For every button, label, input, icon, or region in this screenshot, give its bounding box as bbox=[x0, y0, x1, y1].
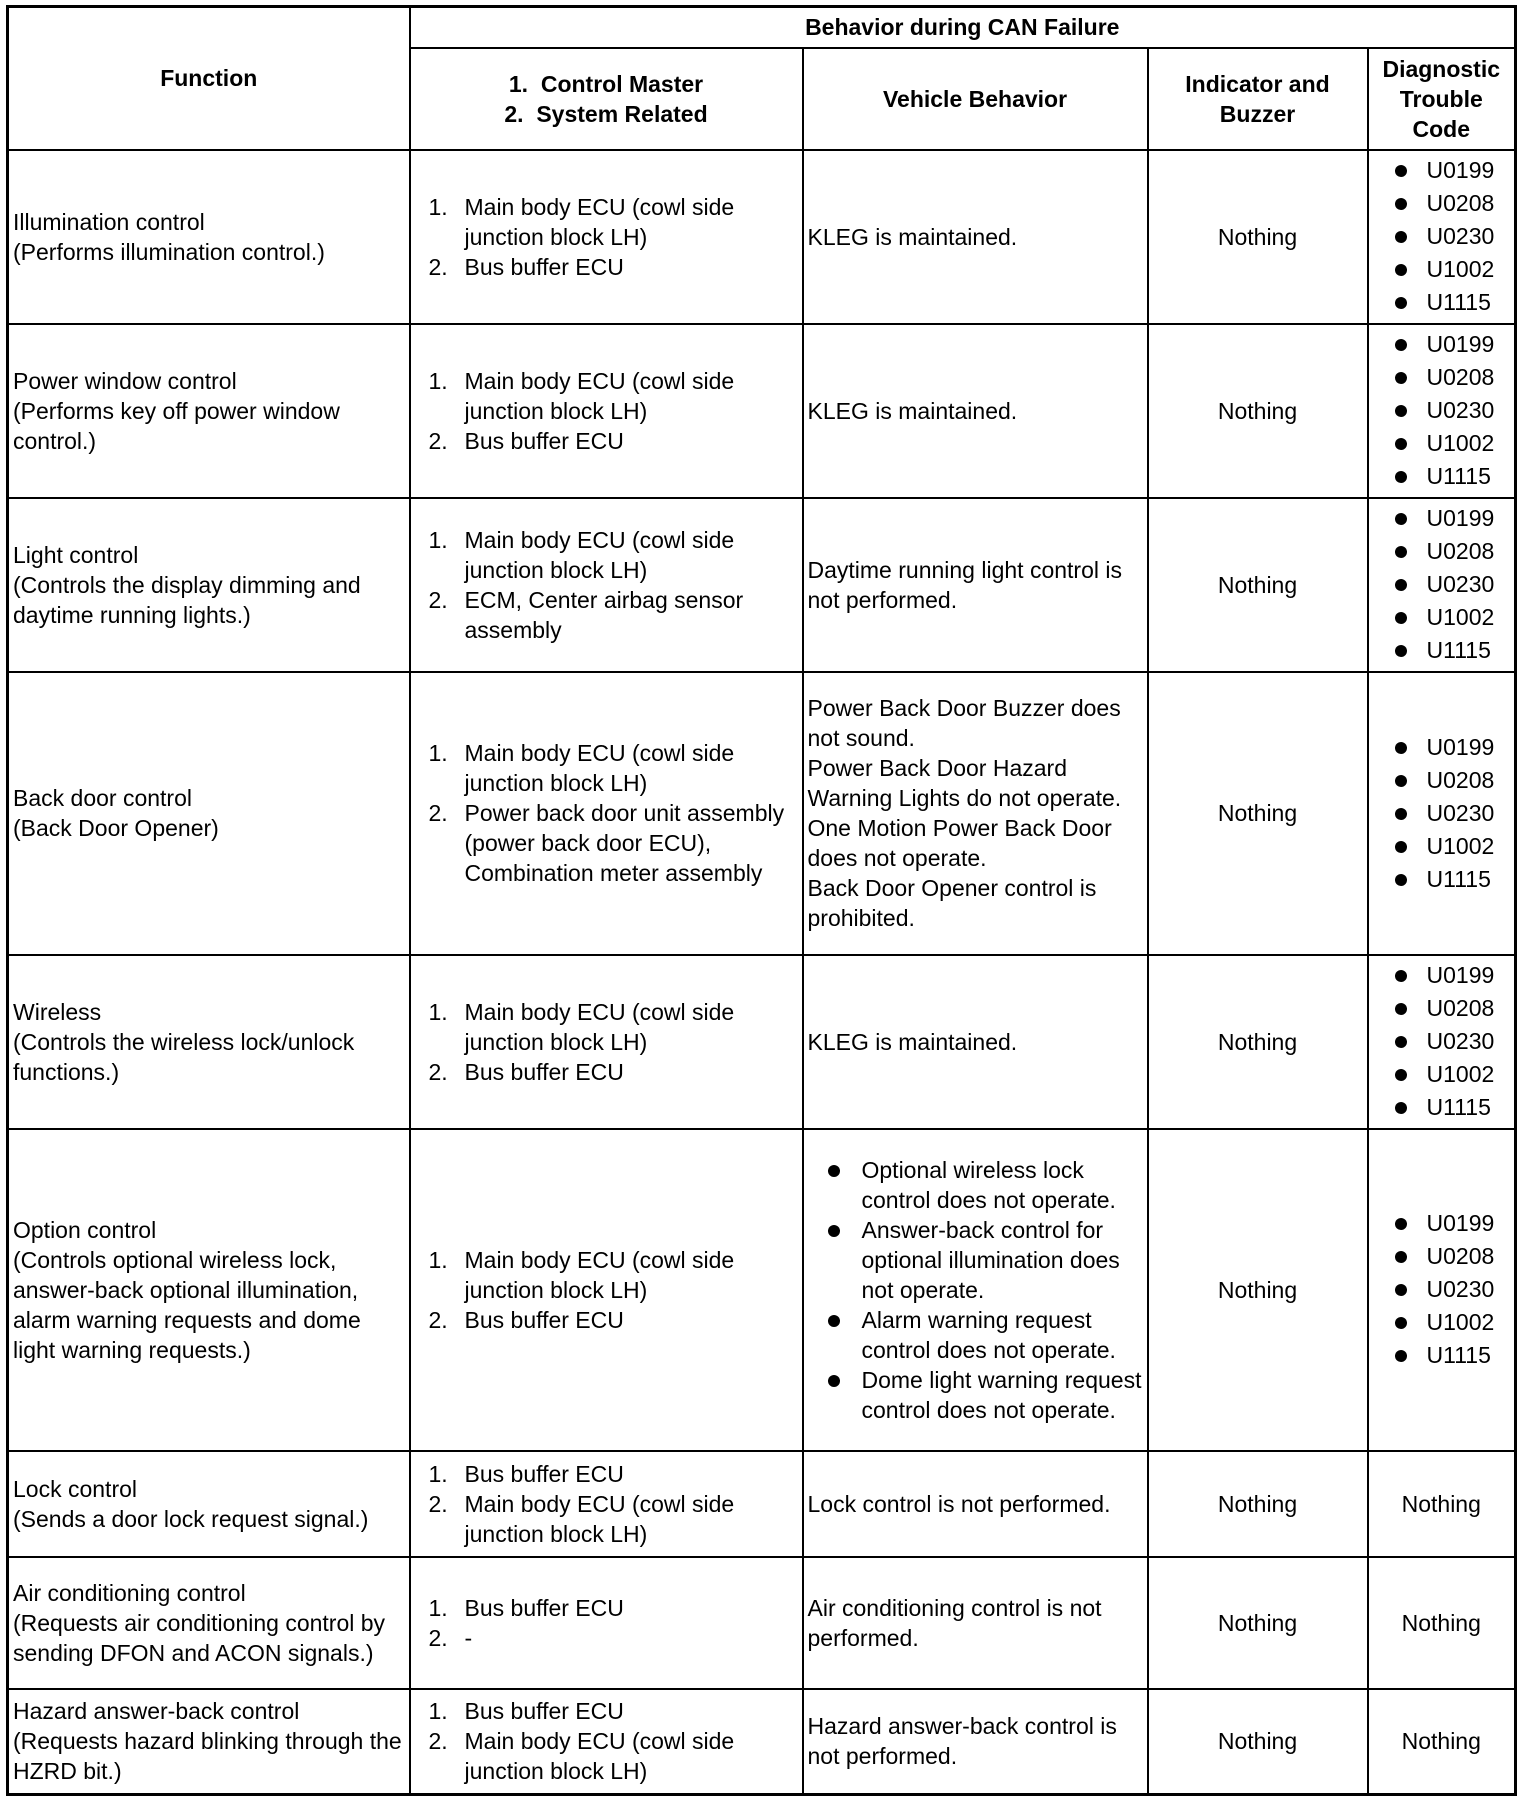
dtc-item: U0199 bbox=[1383, 328, 1511, 361]
dtc-item: U1115 bbox=[1383, 1339, 1511, 1372]
indicator-buzzer-cell: Nothing bbox=[1148, 1689, 1368, 1795]
vehicle-behavior-text: Daytime running light control is not performed. bbox=[807, 556, 1122, 613]
header-control-master: 1. Control Master 2. System Related bbox=[410, 48, 803, 150]
dtc-item: U1115 bbox=[1383, 460, 1511, 493]
bullet-icon bbox=[1395, 405, 1407, 417]
dtc-item: U0230 bbox=[1383, 568, 1511, 601]
bullet-icon bbox=[1395, 579, 1407, 591]
indicator-buzzer-cell: Nothing bbox=[1148, 498, 1368, 672]
dtc-item: U0208 bbox=[1383, 1240, 1511, 1273]
dtc-cell: Nothing bbox=[1368, 1451, 1516, 1557]
function-name: Hazard answer-back control bbox=[13, 1698, 300, 1725]
control-master-item: 1. Main body ECU (cowl side junction block LH) bbox=[428, 526, 735, 583]
function-description: (Performs key off power window control.) bbox=[13, 397, 340, 454]
header-dtc: Diagnostic Trouble Code bbox=[1368, 48, 1516, 150]
vehicle-behavior-cell bbox=[803, 1689, 1148, 1795]
header-vehicle-behavior: Vehicle Behavior bbox=[803, 48, 1148, 150]
dtc-list bbox=[1373, 959, 1511, 1124]
table-row bbox=[8, 955, 1516, 1129]
bullet-icon bbox=[1395, 970, 1407, 982]
bullet-icon bbox=[1395, 808, 1407, 820]
bullet-icon bbox=[1395, 1069, 1407, 1081]
can-failure-table-page bbox=[6, 5, 1514, 1796]
control-master-list bbox=[415, 525, 798, 645]
vehicle-behavior-text: KLEG is maintained. bbox=[807, 397, 1018, 424]
function-cell bbox=[8, 1129, 410, 1451]
table-row bbox=[8, 672, 1516, 955]
dtc-cell: Nothing bbox=[1368, 1689, 1516, 1795]
function-name: Power window control bbox=[13, 367, 237, 394]
vehicle-behavior-text: KLEG is maintained. bbox=[807, 223, 1018, 250]
function-description: (Controls the wireless lock/unlock functions.) bbox=[13, 1028, 355, 1085]
function-name: Option control bbox=[13, 1216, 157, 1243]
table-row bbox=[8, 1557, 1516, 1689]
vehicle-behavior-text: One Motion Power Back Door does not operate. bbox=[807, 815, 1112, 871]
control-master-item: 1. Main body ECU (cowl side junction block LH) bbox=[428, 740, 735, 796]
bullet-icon bbox=[1395, 1350, 1407, 1362]
bullet-icon bbox=[1395, 165, 1407, 177]
vehicle-behavior-cell bbox=[803, 498, 1148, 672]
dtc-item: U0208 bbox=[1383, 361, 1511, 394]
control-master-list bbox=[415, 366, 798, 456]
dtc-item: U0230 bbox=[1383, 220, 1511, 253]
control-master-item: 2. Main body ECU (cowl side junction block LH) bbox=[428, 1728, 735, 1785]
vehicle-behavior-cell bbox=[803, 1129, 1148, 1451]
bullet-icon bbox=[1395, 1317, 1407, 1329]
vehicle-behavior-text: KLEG is maintained. bbox=[807, 1028, 1018, 1055]
vehicle-behavior-text: Power Back Door Hazard Warning Lights do not operate. bbox=[807, 755, 1122, 811]
function-cell bbox=[8, 1451, 410, 1557]
indicator-buzzer-cell: Nothing bbox=[1148, 150, 1368, 324]
control-master-item: 1. Bus buffer ECU bbox=[428, 1698, 624, 1725]
control-master-list bbox=[415, 1245, 798, 1335]
function-name: Illumination control bbox=[13, 208, 205, 235]
vehicle-behavior-cell bbox=[803, 1451, 1148, 1557]
control-master-item: 2. ECM, Center airbag sensor assembly bbox=[428, 586, 744, 643]
control-master-item: 1. Main body ECU (cowl side junction block LH) bbox=[428, 1246, 735, 1303]
function-cell bbox=[8, 324, 410, 498]
bullet-icon bbox=[1395, 513, 1407, 525]
control-master-list bbox=[415, 192, 798, 282]
control-master-item: 1. Bus buffer ECU bbox=[428, 1594, 624, 1621]
indicator-buzzer-cell: Nothing bbox=[1148, 324, 1368, 498]
dtc-cell bbox=[1368, 150, 1516, 324]
bullet-icon bbox=[1395, 546, 1407, 558]
bullet-icon bbox=[1395, 742, 1407, 754]
vehicle-behavior-cell bbox=[803, 150, 1148, 324]
vehicle-behavior-cell bbox=[803, 672, 1148, 955]
table-row bbox=[8, 150, 1516, 324]
dtc-list bbox=[1373, 1207, 1511, 1372]
bullet-icon bbox=[1395, 1218, 1407, 1230]
header-indicator-buzzer: Indicator and Buzzer bbox=[1148, 48, 1368, 150]
vehicle-behavior-list bbox=[808, 1155, 1143, 1425]
function-cell bbox=[8, 1689, 410, 1795]
bullet-icon bbox=[1395, 874, 1407, 886]
indicator-buzzer-cell: Nothing bbox=[1148, 1129, 1368, 1451]
function-name: Light control bbox=[13, 541, 139, 568]
control-master-item: 1. Main body ECU (cowl side junction block LH) bbox=[428, 367, 735, 424]
bullet-icon bbox=[1395, 1036, 1407, 1048]
dtc-item: U0199 bbox=[1383, 731, 1511, 764]
control-master-item: 1. Bus buffer ECU bbox=[428, 1460, 624, 1487]
function-description: (Requests hazard blinking through the HZRD bit.) bbox=[13, 1728, 402, 1785]
vehicle-behavior-text: Hazard answer-back control is not performed. bbox=[807, 1713, 1117, 1770]
control-master-list bbox=[415, 1696, 798, 1786]
dtc-list bbox=[1373, 502, 1511, 667]
table-row bbox=[8, 498, 1516, 672]
header-behavior-group: Behavior during CAN Failure bbox=[410, 7, 1516, 48]
indicator-buzzer-cell: Nothing bbox=[1148, 672, 1368, 955]
control-master-cell bbox=[410, 1557, 803, 1689]
vehicle-behavior-item: Answer-back control for optional illumination does not operate. bbox=[818, 1215, 1143, 1305]
dtc-item: U0208 bbox=[1383, 764, 1511, 797]
function-description: (Controls optional wireless lock, answer-back optional illumination, alarm warning requests and dome light warning requests.) bbox=[13, 1246, 361, 1363]
dtc-cell bbox=[1368, 672, 1516, 955]
dtc-item: U1002 bbox=[1383, 830, 1511, 863]
function-name: Back door control bbox=[13, 785, 192, 811]
function-description: (Sends a door lock request signal.) bbox=[13, 1505, 369, 1532]
table-row bbox=[8, 1451, 1516, 1557]
control-master-cell bbox=[410, 955, 803, 1129]
dtc-list bbox=[1373, 328, 1511, 493]
control-master-list bbox=[415, 1593, 798, 1653]
vehicle-behavior-text: Back Door Opener control is prohibited. bbox=[807, 875, 1097, 931]
dtc-item: U0199 bbox=[1383, 154, 1511, 187]
control-master-item: 1. Main body ECU (cowl side junction block LH) bbox=[428, 193, 735, 250]
function-name: Air conditioning control bbox=[13, 1579, 246, 1606]
function-description: (Back Door Opener) bbox=[13, 815, 219, 841]
vehicle-behavior-item: Alarm warning request control does not operate. bbox=[818, 1305, 1143, 1365]
bullet-icon bbox=[1395, 471, 1407, 483]
bullet-icon bbox=[1395, 231, 1407, 243]
vehicle-behavior-text: Lock control is not performed. bbox=[807, 1490, 1111, 1517]
dtc-cell bbox=[1368, 324, 1516, 498]
control-master-cell bbox=[410, 1689, 803, 1795]
vehicle-behavior-text: Air conditioning control is not performed. bbox=[807, 1594, 1102, 1651]
dtc-cell bbox=[1368, 955, 1516, 1129]
control-master-item: 2. Bus buffer ECU bbox=[428, 253, 624, 280]
dtc-item: U1002 bbox=[1383, 1058, 1511, 1091]
dtc-item: U1115 bbox=[1383, 286, 1511, 319]
bullet-icon bbox=[1395, 612, 1407, 624]
control-master-item: 2. Bus buffer ECU bbox=[428, 1306, 624, 1333]
bullet-icon bbox=[1395, 1003, 1407, 1015]
vehicle-behavior-cell bbox=[803, 1557, 1148, 1689]
control-master-cell bbox=[410, 1451, 803, 1557]
vehicle-behavior-item: Dome light warning request control does not operate. bbox=[818, 1365, 1143, 1425]
bullet-icon bbox=[1395, 198, 1407, 210]
control-master-cell bbox=[410, 1129, 803, 1451]
bullet-icon bbox=[828, 1165, 840, 1177]
bullet-icon bbox=[1395, 297, 1407, 309]
dtc-cell: Nothing bbox=[1368, 1557, 1516, 1689]
control-master-cell bbox=[410, 150, 803, 324]
bullet-icon bbox=[1395, 438, 1407, 450]
function-description: (Controls the display dimming and daytime running lights.) bbox=[13, 571, 361, 628]
function-name: Lock control bbox=[13, 1475, 138, 1502]
vehicle-behavior-cell bbox=[803, 955, 1148, 1129]
control-master-list bbox=[415, 1459, 798, 1549]
dtc-item: U1002 bbox=[1383, 1306, 1511, 1339]
control-master-item: 2. Main body ECU (cowl side junction block LH) bbox=[428, 1490, 735, 1547]
function-cell bbox=[8, 498, 410, 672]
control-master-cell bbox=[410, 324, 803, 498]
header-function: Function bbox=[8, 7, 410, 150]
dtc-item: U0199 bbox=[1383, 502, 1511, 535]
control-master-item: 2. Power back door unit assembly (power back door ECU), Combination meter assembly bbox=[428, 800, 785, 886]
table-row bbox=[8, 1689, 1516, 1795]
dtc-item: U1115 bbox=[1383, 1091, 1511, 1124]
bullet-icon bbox=[1395, 1251, 1407, 1263]
bullet-icon bbox=[1395, 339, 1407, 351]
bullet-icon bbox=[1395, 264, 1407, 276]
bullet-icon bbox=[1395, 1102, 1407, 1114]
indicator-buzzer-cell: Nothing bbox=[1148, 1451, 1368, 1557]
indicator-buzzer-cell: Nothing bbox=[1148, 1557, 1368, 1689]
control-master-list bbox=[415, 738, 798, 888]
indicator-buzzer-cell: Nothing bbox=[1148, 955, 1368, 1129]
function-cell bbox=[8, 672, 410, 955]
function-cell bbox=[8, 955, 410, 1129]
dtc-item: U0199 bbox=[1383, 1207, 1511, 1240]
bullet-icon bbox=[828, 1315, 840, 1327]
vehicle-behavior-cell bbox=[803, 324, 1148, 498]
bullet-icon bbox=[828, 1375, 840, 1387]
dtc-item: U1002 bbox=[1383, 253, 1511, 286]
control-master-item: 2. - bbox=[428, 1624, 473, 1651]
dtc-item: U0230 bbox=[1383, 394, 1511, 427]
dtc-item: U0208 bbox=[1383, 187, 1511, 220]
dtc-item: U1002 bbox=[1383, 427, 1511, 460]
dtc-cell bbox=[1368, 1129, 1516, 1451]
bullet-icon bbox=[1395, 775, 1407, 787]
control-master-cell bbox=[410, 672, 803, 955]
control-master-item: 2. Bus buffer ECU bbox=[428, 427, 624, 454]
control-master-item: 2. Bus buffer ECU bbox=[428, 1058, 624, 1085]
bullet-icon bbox=[1395, 372, 1407, 384]
can-failure-table bbox=[6, 5, 1517, 1796]
dtc-cell bbox=[1368, 498, 1516, 672]
dtc-item: U1002 bbox=[1383, 601, 1511, 634]
bullet-icon bbox=[1395, 1284, 1407, 1296]
dtc-item: U0230 bbox=[1383, 1025, 1511, 1058]
vehicle-behavior-text: Power Back Door Buzzer does not sound. bbox=[807, 695, 1121, 751]
bullet-icon bbox=[1395, 841, 1407, 853]
dtc-list bbox=[1373, 154, 1511, 319]
table-row bbox=[8, 324, 1516, 498]
function-description: (Performs illumination control.) bbox=[13, 238, 325, 265]
dtc-item: U1115 bbox=[1383, 863, 1511, 896]
control-master-list bbox=[415, 997, 798, 1087]
dtc-item: U0230 bbox=[1383, 797, 1511, 830]
function-cell bbox=[8, 1557, 410, 1689]
dtc-item: U0208 bbox=[1383, 535, 1511, 568]
dtc-item: U0230 bbox=[1383, 1273, 1511, 1306]
vehicle-behavior-item: Optional wireless lock control does not operate. bbox=[818, 1155, 1143, 1215]
bullet-icon bbox=[828, 1225, 840, 1237]
function-description: (Requests air conditioning control by sending DFON and ACON signals.) bbox=[13, 1609, 386, 1666]
control-master-cell bbox=[410, 498, 803, 672]
function-name: Wireless bbox=[13, 998, 102, 1025]
dtc-item: U0199 bbox=[1383, 959, 1511, 992]
bullet-icon bbox=[1395, 645, 1407, 657]
dtc-list bbox=[1373, 731, 1511, 896]
dtc-item: U0208 bbox=[1383, 992, 1511, 1025]
function-cell bbox=[8, 150, 410, 324]
table-row bbox=[8, 1129, 1516, 1451]
control-master-item: 1. Main body ECU (cowl side junction block LH) bbox=[428, 998, 735, 1055]
dtc-item: U1115 bbox=[1383, 634, 1511, 667]
